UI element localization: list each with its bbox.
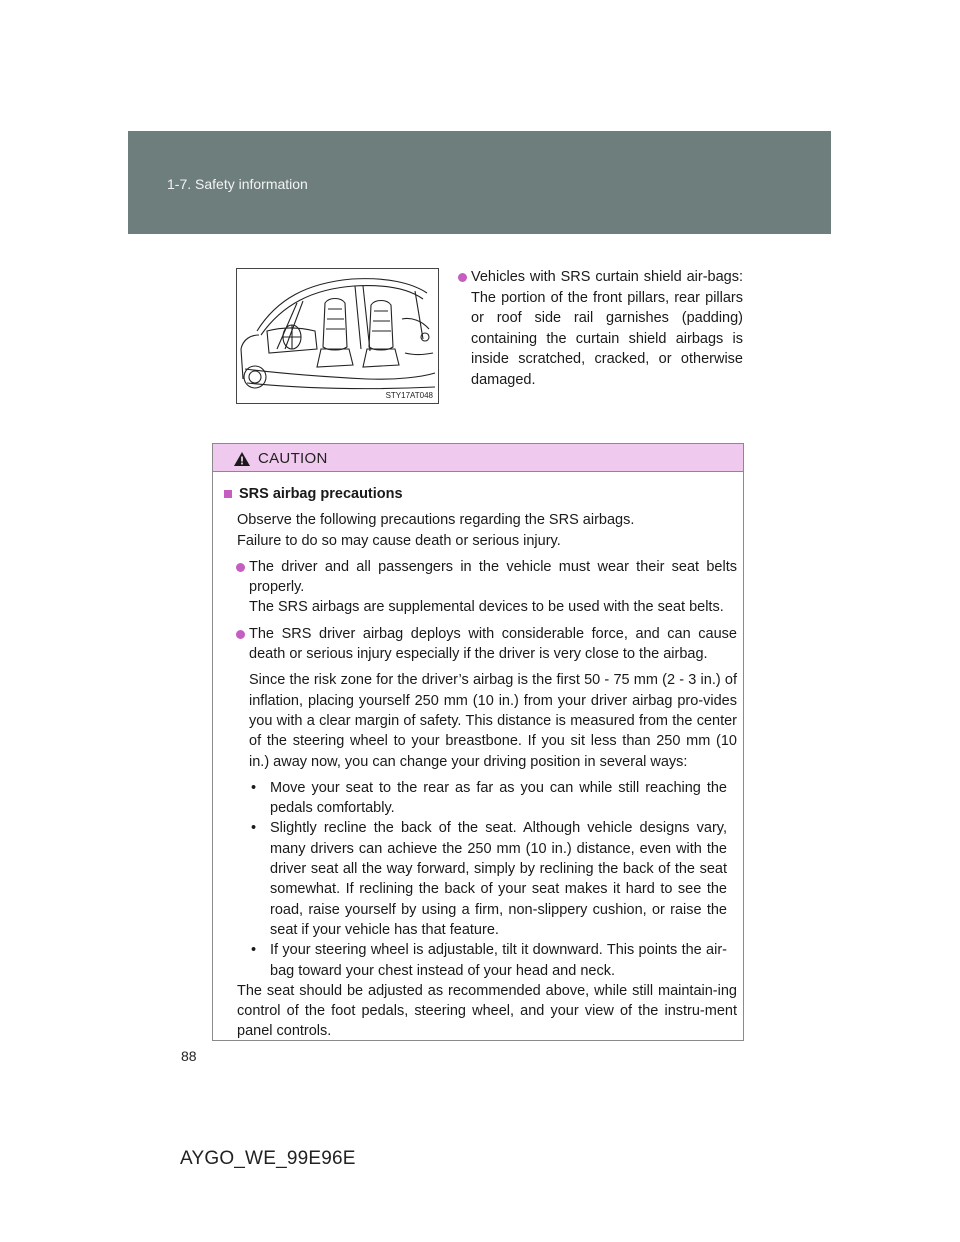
warning-icon — [233, 451, 251, 467]
list-item — [249, 818, 737, 940]
intro-line-2: Failure to do so may cause death or serious injury. — [237, 532, 561, 549]
seat-belt-bullet — [224, 557, 737, 618]
list-item — [249, 778, 737, 819]
seat-belt-text-1: The driver and all passengers in the vehicle must wear their seat belts properly. — [249, 558, 737, 596]
car-interior-illustration — [236, 268, 439, 404]
caution-header — [213, 444, 743, 472]
list-item-text: Slightly recline the back of the seat. Although vehicle designs vary, many drivers can achieve the 250 mm (10 in.) distance, even with the driver seat all the way forward, simply by reclining the back of the seat somewhat. If reclining the back of your seat makes it hard to see the road, raise yourself by using a firm, non-slippery cushion, or raise the seat if your vehicle has that feature. — [270, 820, 727, 938]
list-marker: • — [251, 942, 257, 959]
page-number: 88 — [181, 1048, 197, 1064]
curtain-shield-text: Vehicles with SRS curtain shield air-bags: The portion of the front pillars, rear pillars or roof side rail garnishes (padding) containing the curtain shield airbags is inside scratched, cracked, or otherwise damaged. — [471, 269, 743, 388]
intro-paragraph — [224, 510, 737, 551]
figure-code: STY17AT048 — [385, 391, 433, 400]
list-marker: • — [251, 820, 257, 837]
document-id: AYGO_WE_99E96E — [180, 1148, 356, 1169]
bullet-icon — [236, 563, 245, 572]
closing-paragraph: The seat should be adjusted as recommended above, while still maintain-ing control of the foot pedals, steering wheel, and your view of the instru-ment panel controls. — [237, 982, 737, 1040]
list-item — [249, 940, 737, 981]
caution-box — [212, 443, 744, 1041]
list-marker: • — [251, 779, 257, 796]
section-title: 1-7. Safety information — [167, 176, 308, 192]
car-interior-drawing — [237, 269, 438, 403]
header-band — [128, 131, 831, 234]
bullet-icon — [236, 630, 245, 639]
section-heading — [224, 484, 737, 504]
caution-body — [224, 484, 737, 1042]
risk-zone-paragraph: Since the risk zone for the driver’s airbag is the first 50 - 75 mm (2 - 3 in.) of inflation, placing yourself 250 mm (10 in.) from your driver airbag pro-vides you with a clear margin of safety. This distance is measured from the center of the steering wheel to your breastbone. If you sit less than 250 mm (10 in.) away now, you can change your driving position in several ways: — [249, 672, 737, 770]
intro-line-1: Observe the following precautions regarding the SRS airbags. — [237, 512, 635, 529]
seat-belt-text-2: The SRS airbags are supplemental devices to be used with the seat belts. — [249, 599, 724, 616]
driver-airbag-bullet — [224, 624, 737, 665]
curtain-shield-bullet — [458, 267, 743, 390]
square-bullet-icon — [224, 490, 232, 498]
section-heading-text: SRS airbag precautions — [239, 486, 403, 502]
driving-position-list — [224, 778, 737, 981]
bullet-icon — [458, 273, 467, 282]
list-item-text: Move your seat to the rear as far as you can while still reaching the pedals comfortably. — [270, 779, 727, 817]
driver-airbag-text: The SRS driver airbag deploys with considerable force, and can cause death or serious injury especially if the driver is very close to the airbag. — [249, 625, 737, 663]
caution-title: CAUTION — [258, 450, 328, 467]
list-item-text: If your steering wheel is adjustable, tilt it downward. This points the air-bag toward your chest instead of your head and neck. — [270, 942, 727, 979]
